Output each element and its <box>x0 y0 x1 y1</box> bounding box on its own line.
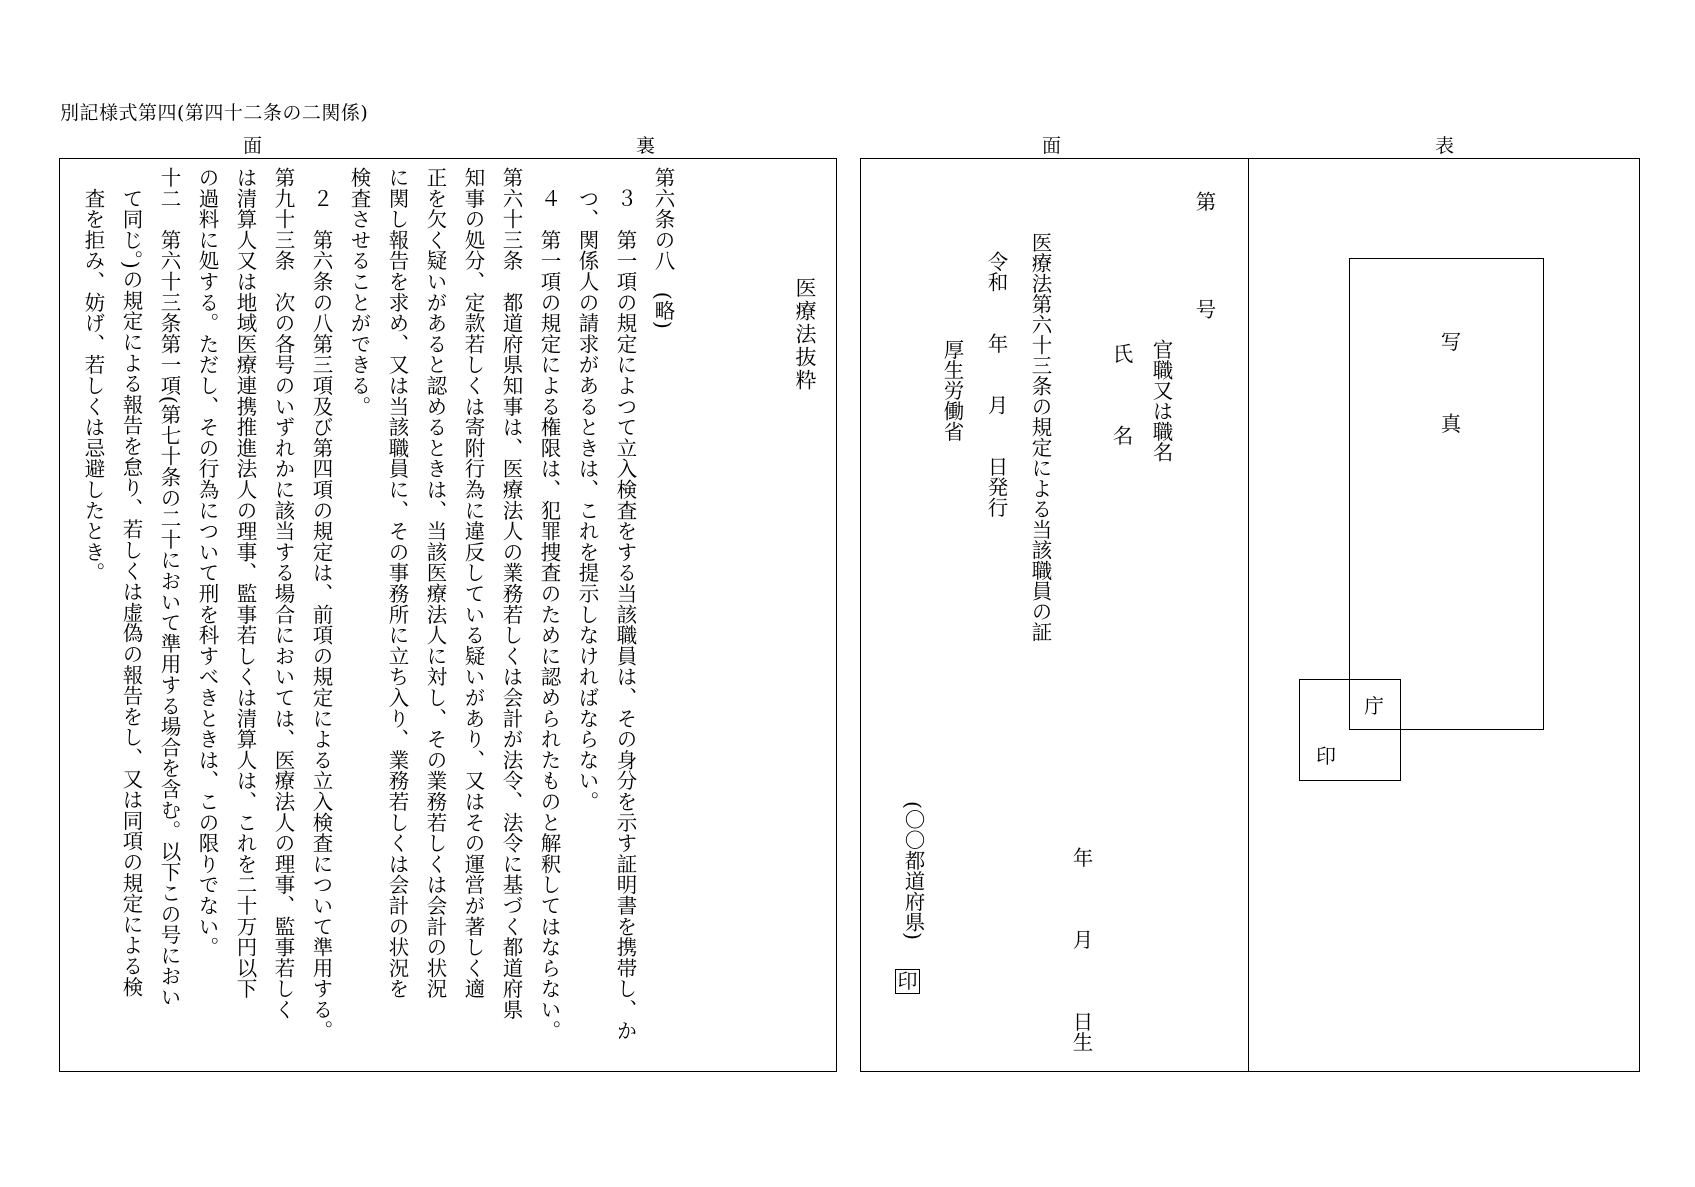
back-heading: 医療法抜粋 <box>793 277 817 392</box>
issue-date: 令和 年 月 日発行 <box>984 251 1008 518</box>
law-line: に関し報告を求め、又は当該職員に、その事務所に立ち入り、業務若しくは会計の状況を <box>385 167 409 999</box>
law-line: 知事の処分、定款若しくは寄附行為に違反している疑いがあり、又はその運営が著しく適 <box>461 167 485 999</box>
photo-box <box>1349 258 1544 730</box>
law-line: 第六十三条 都道府県知事は、医療法人の業務若しくは会計が法令、法令に基づく都道府県 <box>499 167 523 1020</box>
position-title: 官職又は職名 <box>1149 339 1173 462</box>
law-line: 正を欠く疑いがあると認めるときは、当該医療法人に対し、その業務若しくは会計の状況 <box>423 167 447 999</box>
certificate-title: 医療法第六十三条の規定による当該職員の証 <box>1028 232 1052 642</box>
front-divider <box>1248 159 1249 1071</box>
front-panel <box>860 158 1640 1072</box>
law-line: 査を拒み、妨げ、若しくは忌避したとき。 <box>81 167 105 583</box>
law-line: ２ 第六条の八第三項及び第四項の規定は、前項の規定による立入検査について準用する。 <box>309 167 333 1041</box>
issuer-seal: 印 <box>895 969 920 994</box>
office-seal-box <box>1299 679 1401 781</box>
law-line: 検査させることができる。 <box>347 167 371 417</box>
front-label-omote: 表 <box>1435 135 1455 157</box>
front-label-men: 面 <box>1042 135 1062 157</box>
back-label-ura: 裏 <box>636 135 656 157</box>
prefecture: (〇〇都道府県) <box>901 801 925 940</box>
id-number: 第 号 <box>1192 191 1216 320</box>
photo-label: 写 真 <box>1437 331 1461 434</box>
holder-name: 氏 名 <box>1109 343 1133 446</box>
law-line: は清算人又は地域医療連携推進法人の理事、監事若しくは清算人は、これを二十万円以下 <box>233 167 257 999</box>
office-seal-top: 庁 <box>1364 694 1384 718</box>
law-line: つ、関係人の請求があるときは、これを提示しなければならない。 <box>575 167 599 812</box>
law-line: 十二 第六十三条第一項(第七十条の二十において準用する場合を含む。以下この号におい <box>157 167 181 1008</box>
law-line: 第六条の八 (略) <box>651 167 675 330</box>
form-title: 別記様式第四(第四十二条の二関係) <box>60 102 369 124</box>
back-panel <box>59 158 837 1072</box>
law-line: ４ 第一項の規定による権限は、犯罪捜査のために認められたものと解釈してはならない。 <box>537 167 561 1041</box>
office-seal-bottom: 印 <box>1316 744 1336 768</box>
issuer: 厚生労働省 <box>940 339 964 442</box>
law-line: 第九十三条 次の各号のいずれかに該当する場合においては、医療法人の理事、監事若しく <box>271 167 295 1020</box>
law-line: の過料に処する。ただし、その行為について刑を科すべきときは、この限りでない。 <box>195 167 219 958</box>
birth-date: 年 月 日生 <box>1069 847 1093 1052</box>
law-line: て同じ。)の規定による報告を怠り、若しくは虚偽の報告をし、又は同項の規定による検 <box>119 167 143 998</box>
law-excerpt-text <box>74 167 682 1041</box>
back-label-men: 面 <box>243 135 263 157</box>
law-line: ３ 第一項の規定によつて立入検査をする当該職員は、その身分を示す証明書を携帯し、か <box>613 167 637 1041</box>
